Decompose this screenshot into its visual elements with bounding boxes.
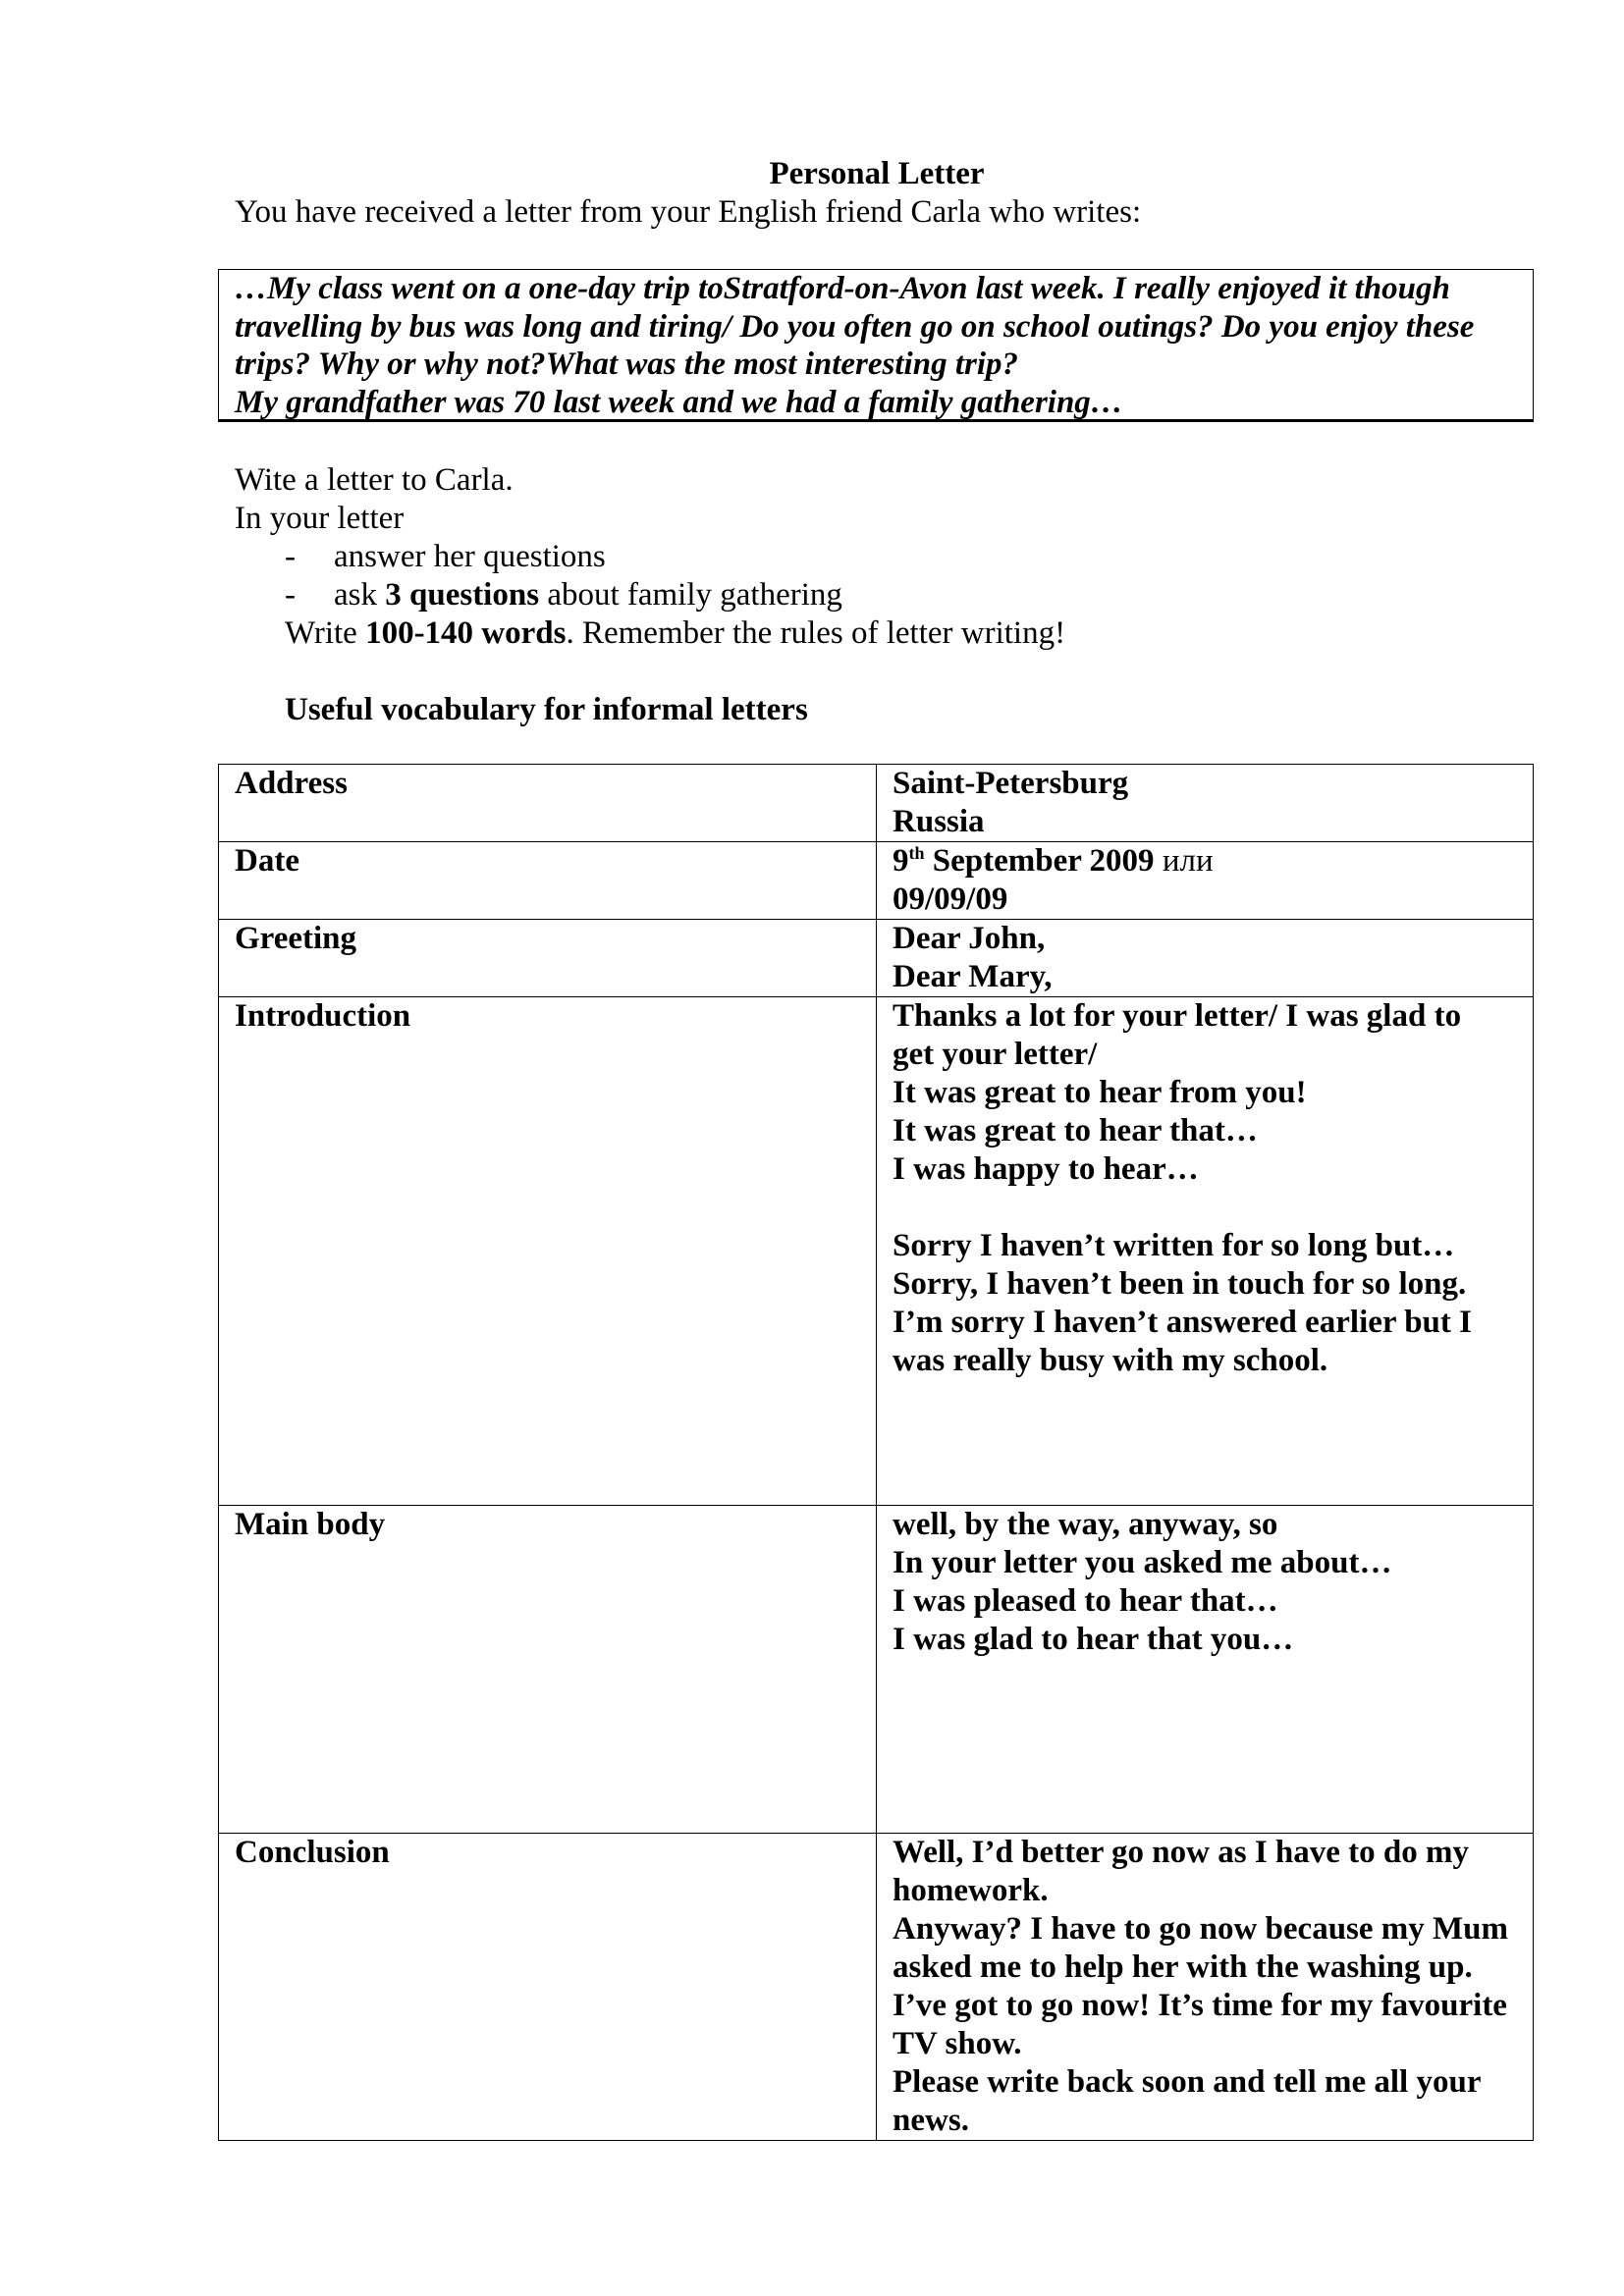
table-row	[219, 997, 1534, 1506]
quoted-letter-box	[218, 269, 1534, 422]
row-label: Address	[219, 765, 877, 842]
phrase: Sorry, I haven’t been in touch for so long.	[893, 1266, 1467, 1302]
phrase: news.	[893, 2103, 969, 2138]
row-phrases	[877, 997, 1534, 1506]
phrase: Thanks a lot for your letter/ I was glad to	[893, 998, 1462, 1034]
row-phrases	[877, 842, 1534, 920]
phrase: I was happy to hear…	[893, 1151, 1199, 1187]
phrase-spacer	[893, 1189, 1525, 1227]
task-subheading: In your letter	[235, 501, 405, 536]
bullet-text-pre: ask	[334, 577, 386, 613]
row-phrases	[877, 765, 1534, 842]
intro-text: You have received a letter from your English friend Carla who writes:	[235, 194, 1142, 230]
date-or-word: или	[1162, 843, 1214, 879]
table-row	[219, 842, 1534, 920]
phrase: Saint-Petersburg	[893, 766, 1129, 801]
row-label: Introduction	[219, 997, 877, 1506]
bullet-text	[334, 576, 842, 614]
quote-line: …My class went on a one-day trip toStratford-on-Avon last week. I really enjoyed it though	[235, 271, 1450, 306]
date-day: 9	[893, 843, 909, 879]
phrase: Dear Mary,	[893, 959, 1053, 994]
phrase: Russia	[893, 804, 985, 839]
row-label: Conclusion	[219, 1834, 877, 2141]
phrase	[893, 842, 1525, 881]
phrase: It was great to hear from you!	[893, 1075, 1307, 1110]
quote-line: My grandfather was 70 last week and we had a family gathering…	[235, 384, 1123, 420]
quote-line: travelling by bus was long and tiring/ Do you often go on school outings? Do you enjoy these	[235, 308, 1475, 345]
task-bullet-list	[285, 538, 842, 614]
phrase: I’ve got to go now! It’s time for my favourite	[893, 1988, 1507, 2023]
phrase: Sorry I haven’t written for so long but…	[893, 1228, 1455, 1263]
phrase: Well, I’d better go now as I have to do my	[893, 1835, 1469, 1870]
row-phrases	[877, 920, 1534, 997]
date-suffix: th	[908, 843, 925, 863]
bullet-text-bold: 3 questions	[385, 577, 540, 613]
phrase: I was glad to hear that you…	[893, 1622, 1294, 1657]
quote-line: trips? Why or why not?What was the most interesting trip?	[235, 347, 1018, 382]
table-row	[219, 765, 1534, 842]
phrase: I was pleased to hear that…	[893, 1583, 1278, 1619]
phrase: In your letter you asked me about…	[893, 1545, 1392, 1580]
task-instruction: Wite a letter to Carla.	[235, 462, 514, 498]
row-label: Main body	[219, 1506, 877, 1834]
table-row	[219, 1506, 1534, 1834]
task-bullet	[285, 576, 842, 614]
row-label: Date	[219, 842, 877, 920]
row-label: Greeting	[219, 920, 877, 997]
bullet-dash: -	[285, 539, 296, 574]
task-bullet	[285, 538, 842, 576]
bullet-dash: -	[285, 577, 296, 613]
word-limit-bold: 100-140 words	[365, 615, 567, 651]
phrase: Dear John,	[893, 921, 1046, 956]
phrase: get your letter/	[893, 1037, 1098, 1072]
vocab-table	[218, 764, 1534, 2141]
phrase: homework.	[893, 1873, 1049, 1908]
phrase: I’m sorry I haven’t answered earlier but I	[893, 1305, 1472, 1340]
phrase: Please write back soon and tell me all your	[893, 2064, 1482, 2100]
phrase: asked me to help her with the washing up.	[893, 1949, 1473, 1985]
word-limit-pre: Write	[285, 615, 366, 651]
bullet-text: answer her questions	[334, 539, 606, 574]
vocab-heading: Useful vocabulary for informal letters	[285, 692, 808, 727]
page-title: Personal Letter	[769, 156, 985, 191]
phrase: Anyway? I have to go now because my Mum	[893, 1911, 1509, 1947]
phrase: well, by the way, anyway, so	[893, 1507, 1278, 1542]
row-phrases	[877, 1506, 1534, 1834]
phrase: It was great to hear that…	[893, 1113, 1258, 1148]
phrase: TV show.	[893, 2026, 1022, 2061]
word-limit-line	[285, 614, 1065, 653]
table-row	[219, 920, 1534, 997]
row-phrases	[877, 1834, 1534, 2141]
phrase: was really busy with my school.	[893, 1343, 1328, 1378]
bullet-text-post: about family gathering	[539, 577, 842, 613]
table-row	[219, 1834, 1534, 2141]
word-limit-post: . Remember the rules of letter writing!	[566, 615, 1066, 651]
date-rest: September 2009	[924, 843, 1163, 879]
phrase: 09/09/09	[893, 881, 1008, 917]
